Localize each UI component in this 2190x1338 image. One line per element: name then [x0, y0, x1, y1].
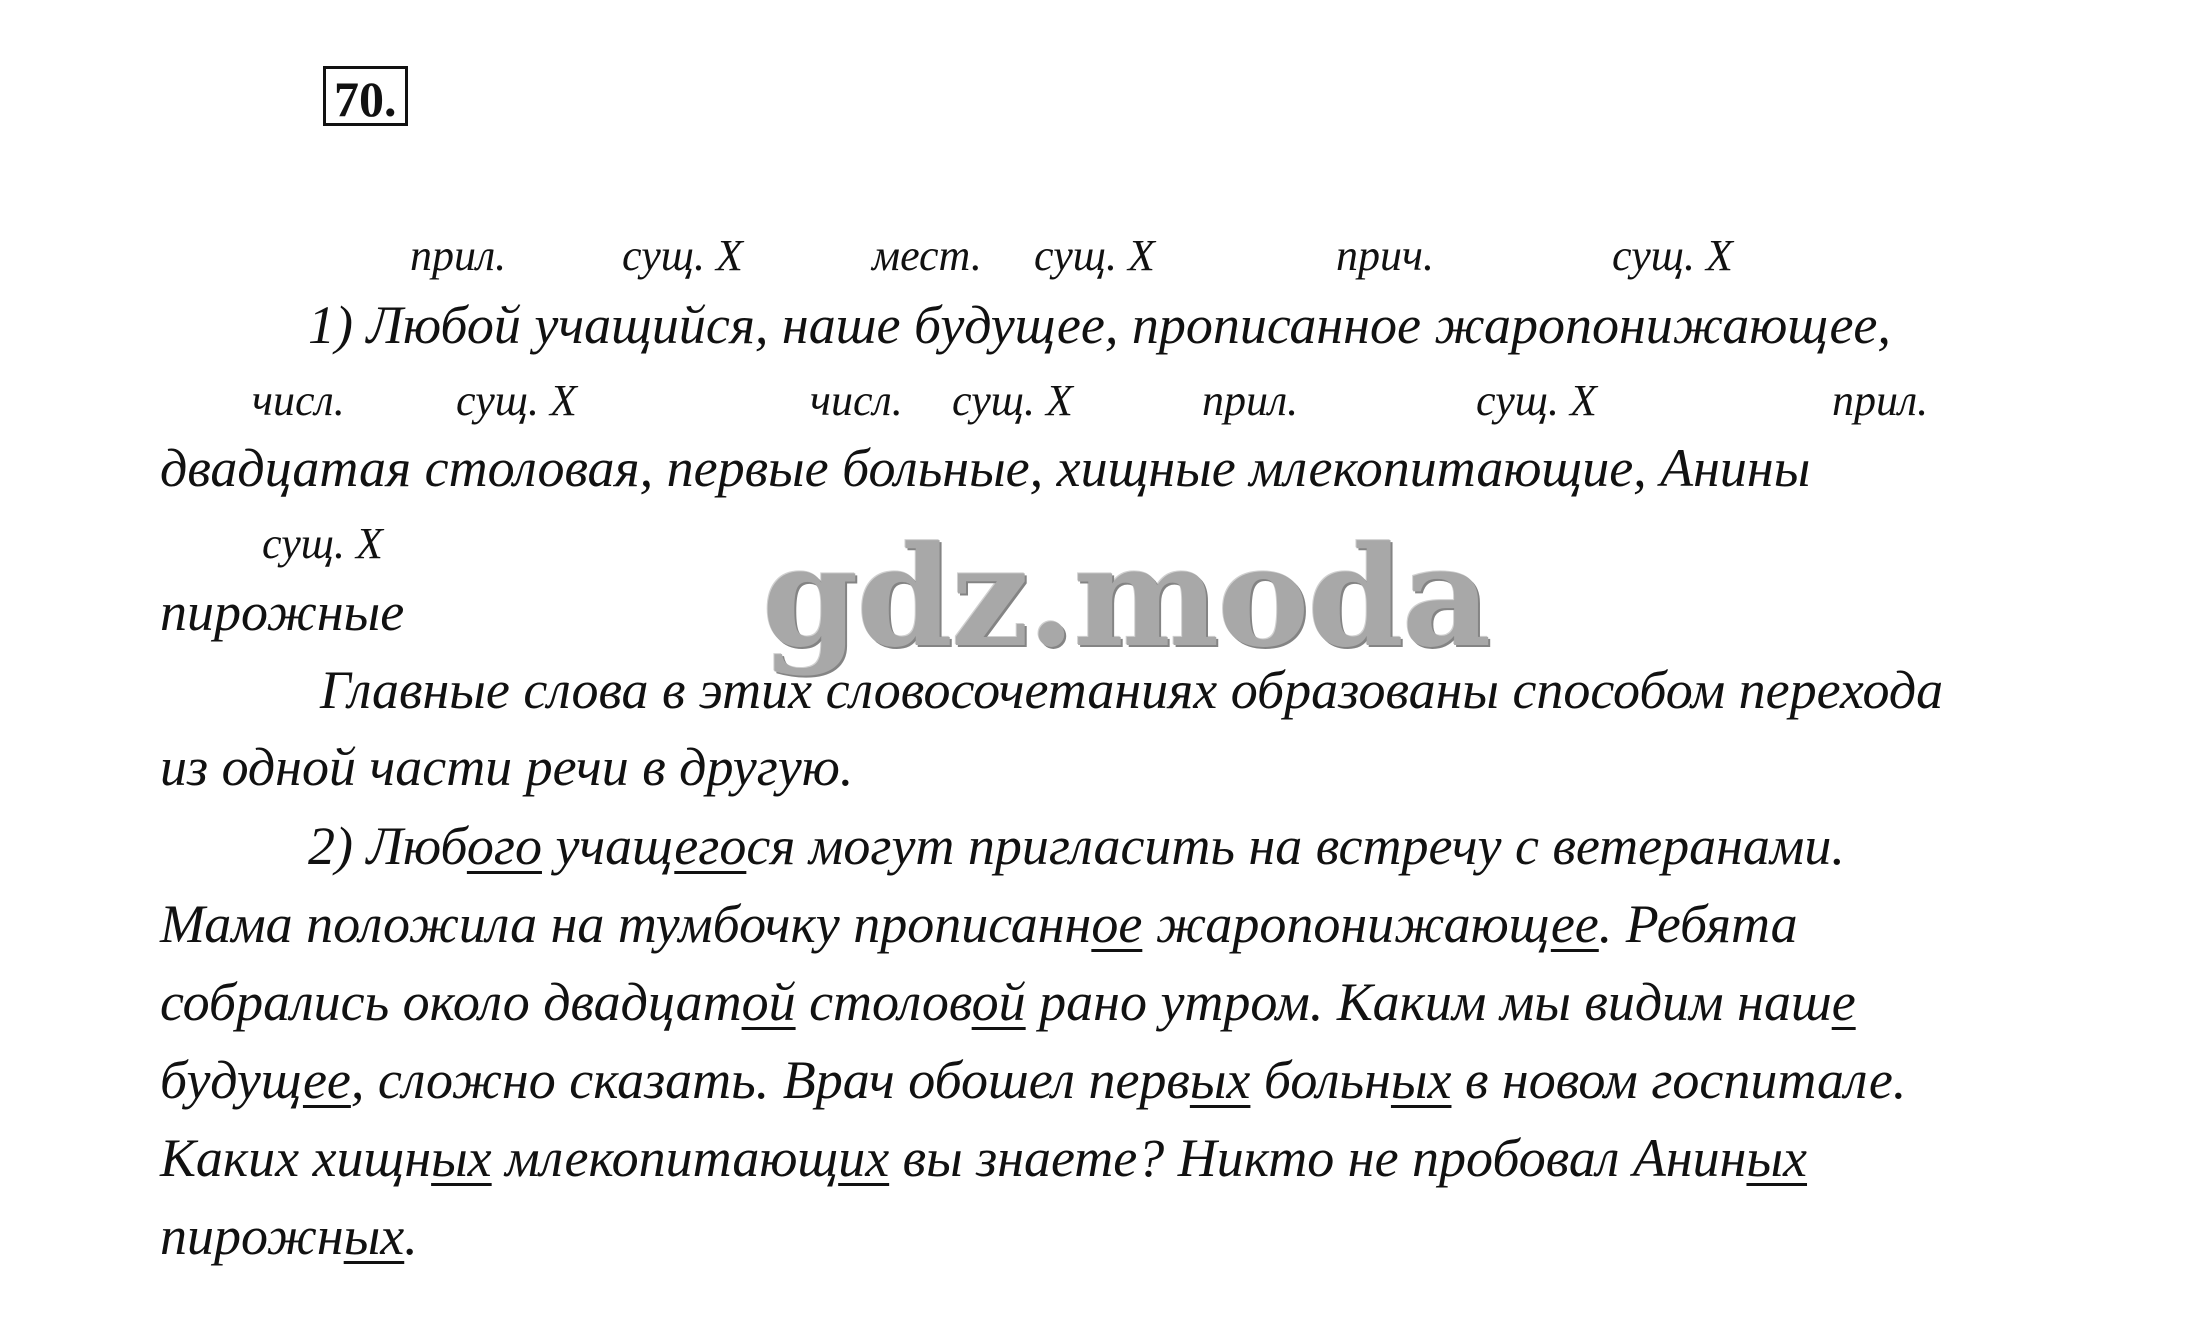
sentence-line: Мама положила на тумбочку прописанное жаропонижающее. Ребята — [160, 894, 1798, 954]
underlined-ending: их — [838, 1128, 890, 1188]
sentence-line: будущее, сложно сказать. Врач обошел первых больных в новом госпитале. — [160, 1050, 1907, 1110]
underlined-ending: ой — [971, 972, 1026, 1032]
underlined-ending: ое — [1091, 894, 1143, 954]
annotation-adj: прил. — [1202, 376, 1299, 425]
text-line: Главные слова в этих словосочетаниях образованы способом перехода — [320, 660, 1944, 720]
annotation-numeral: числ. — [252, 376, 345, 425]
text-line: пирожные — [160, 582, 405, 642]
underlined-ending: ых — [1390, 1050, 1452, 1110]
underlined-ending: его — [674, 816, 747, 876]
annotation-noun: сущ. Х — [456, 376, 577, 425]
underlined-ending: ее — [302, 1050, 351, 1110]
annotation-noun: сущ. Х — [952, 376, 1073, 425]
underlined-ending: е — [1831, 972, 1856, 1032]
watermark: gdz.moda — [762, 515, 1490, 678]
text-line: 1) Любой учащийся, наше будущее, прописанное жаропонижающее, — [308, 295, 1891, 355]
text-line: из одной части речи в другую. — [160, 737, 854, 797]
underlined-ending: ых — [1746, 1128, 1808, 1188]
annotation-numeral: числ. — [810, 376, 903, 425]
annotation-participle: прич. — [1336, 231, 1434, 280]
underlined-ending: ых — [431, 1128, 492, 1188]
annotation-noun: сущ. Х — [262, 519, 383, 568]
annotation-noun: сущ. Х — [1034, 231, 1155, 280]
underlined-ending: ее — [1550, 894, 1599, 954]
underlined-ending: ых — [1189, 1050, 1251, 1110]
annotation-noun: сущ. Х — [1612, 231, 1733, 280]
annotation-pronoun: мест. — [872, 231, 982, 280]
sentence-line: Каких хищных млекопитающих вы знаете? Никто не пробовал Аниных — [160, 1128, 1808, 1188]
underlined-ending: ых — [343, 1206, 405, 1266]
task-number: 70. — [323, 66, 408, 126]
annotation-adj: прил. — [1832, 376, 1929, 425]
text-line: двадцатая столовая, первые больные, хищные млекопитающие, Анины — [160, 438, 1811, 498]
sentence-line: собрались около двадцатой столовой рано утром. Каким мы видим наше — [160, 972, 1856, 1032]
underlined-ending: ой — [741, 972, 796, 1032]
sentence-line: пирожных. — [160, 1206, 418, 1266]
sentence-line: 2) Любого учащегося могут пригласить на встречу с ветеранами. — [308, 816, 1845, 876]
underlined-ending: ого — [466, 816, 542, 876]
annotation-noun: сущ. Х — [622, 231, 743, 280]
annotation-adj: прил. — [410, 231, 507, 280]
annotation-noun: сущ. Х — [1476, 376, 1597, 425]
